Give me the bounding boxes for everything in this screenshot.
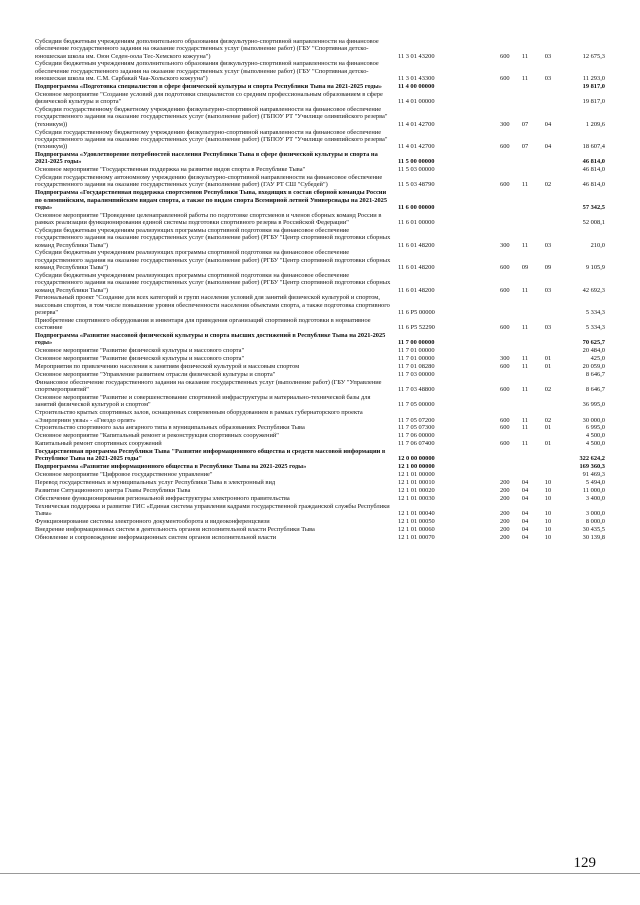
table-row	[35, 151, 605, 166]
page-number: 129	[573, 855, 596, 871]
row-name: Региональный проект "Создание для всех категорий и групп населения условий для занятий физической культурой и спортом, массовым спортом, в том числе повышение уровня обеспеченности населения объектами спорта, а также подготовка спортивного резерва"	[35, 294, 390, 316]
table-row	[35, 448, 605, 463]
row-rz-code: 11	[521, 286, 529, 294]
row-sum: 322 624,2	[579, 455, 605, 463]
row-csr-code: 11 5 00 00000	[398, 158, 435, 166]
table-row	[35, 440, 605, 447]
table-row	[35, 166, 605, 173]
row-sum: 19 817,0	[582, 98, 605, 106]
row-csr-code: 11 6 01 48200	[398, 286, 435, 294]
row-sum: 20 484,0	[582, 347, 605, 355]
bottom-rule	[0, 873, 640, 874]
row-csr-code: 12 1 01 00060	[398, 525, 435, 533]
row-rz-code: 04	[521, 510, 529, 517]
row-csr-code: 11 6 01 48200	[398, 241, 435, 249]
table-row	[35, 394, 605, 409]
row-csr-code: 11 6 P5 52290	[398, 324, 435, 332]
row-sum: 3 000,0	[585, 510, 605, 517]
row-pr-code: 10	[544, 510, 552, 517]
row-name: Капитальный ремонт спортивных сооружений	[35, 440, 162, 448]
row-pr-code: 10	[544, 486, 552, 494]
row-rz-code: 11	[521, 440, 529, 448]
row-pr-code: 02	[544, 416, 552, 424]
row-name: Основное мероприятие "Развитие физической культуры и массового спорта"	[35, 355, 245, 363]
row-name: Основное мероприятие "Проведение целенаправленной работы по подготовке спортсменов и членов сборных команд России в рамках реализации функционирования единой системы подготовки спортивного резерва в Российской Федерации"	[35, 211, 382, 227]
row-name: Государственная программа Республики Тыва "Развитие информационного общества и средств массовой информации в Республике Тыва на 2021-2025 годы"	[35, 448, 386, 463]
table-row	[35, 479, 605, 486]
row-rz-code: 11	[521, 75, 529, 83]
row-vr-code: 200	[500, 479, 510, 487]
row-vr-code: 300	[500, 355, 510, 363]
row-sum: 5 334,3	[585, 324, 605, 332]
row-vr-code: 600	[500, 181, 510, 189]
row-pr-code: 02	[544, 181, 552, 189]
row-sum: 46 814,0	[582, 158, 605, 166]
row-sum: 91 469,3	[582, 471, 605, 479]
row-sum: 8 646,7	[585, 370, 605, 378]
row-name: Приобретение спортивного оборудования и инвентаря для приведения организаций спортивной подготовки в нормативное состояние	[35, 316, 371, 332]
row-csr-code: 12 1 01 00030	[398, 494, 435, 502]
table-row	[35, 526, 605, 533]
row-sum: 19 817,0	[582, 82, 605, 90]
row-vr-code: 600	[500, 416, 510, 424]
row-csr-code: 12 1 01 00000	[398, 471, 435, 479]
row-rz-code: 11	[521, 241, 529, 249]
row-csr-code: 12 0 00 00000	[398, 455, 435, 463]
row-pr-code: 04	[544, 143, 552, 151]
row-pr-code: 04	[544, 120, 552, 128]
row-name: Обновление и сопровождение информационных систем органов исполнительной власти	[35, 533, 277, 541]
row-name: Субсидии бюджетным учреждениям реализующих программы спортивной подготовки на финансовое обеспечение государственного задания на оказание государственных услуг (выполнение работ) (РГБУ "Центр спортивной подготовки сборных команд Республики Тыва")	[35, 226, 391, 249]
row-vr-code: 600	[500, 363, 510, 371]
table-row	[35, 83, 605, 90]
row-name: Развитие Ситуационного центра Главы Республики Тыва	[35, 486, 191, 494]
row-csr-code: 11 7 05 07300	[398, 424, 435, 432]
row-csr-code: 11 7 05 07200	[398, 416, 435, 424]
table-row	[35, 317, 605, 332]
row-sum: 169 360,3	[579, 463, 605, 471]
row-sum: 8 000,0	[585, 517, 605, 525]
row-sum: 46 814,0	[582, 166, 605, 174]
row-name: Подпрограмма «Государственная поддержка спортсменов Республики Тыва, входящих в состав сборной команды России по олимпийским, паралимпийским видам спорта, а также по видам спорта Всемирной летней Универсиады на 2021-2025 годы»	[35, 189, 388, 211]
row-csr-code: 11 7 01 00000	[398, 355, 435, 363]
row-sum: 18 607,4	[582, 143, 605, 151]
row-csr-code: 11 7 01 00000	[398, 347, 435, 355]
row-sum: 9 105,9	[585, 264, 605, 272]
row-pr-code: 10	[544, 479, 552, 487]
row-vr-code: 600	[500, 324, 510, 332]
row-pr-code: 01	[544, 424, 552, 432]
row-name: Субсидии бюджетным учреждениям дополнительного образования физкультурно-спортивной направленности на финансовое обеспечение государственного задания на оказание государственных услуг (выполнение работ) (ГБУ "Спортивная детско-юношеская школа им. С.М. Сарбакай Чаа-Хольского кожууна")	[35, 60, 379, 83]
row-name: Подпрограмма «Удовлетворение потребностей населения Республики Тыва в сфере физической культуры и спорта на 2021-2025 годы»	[35, 151, 378, 166]
table-row	[35, 487, 605, 494]
table-row	[35, 355, 605, 362]
table-row	[35, 174, 605, 189]
row-pr-code: 03	[544, 75, 552, 83]
row-vr-code: 600	[500, 440, 510, 448]
row-csr-code: 11 6 P5 00000	[398, 309, 435, 316]
row-vr-code: 300	[500, 241, 510, 249]
table-row	[35, 347, 605, 354]
row-sum: 6 995,0	[585, 424, 605, 432]
row-name: Субсидии бюджетным учреждениям дополнительного образования физкультурно-спортивной направленности на финансовое обеспечение государственного задания на оказание государственных услуг (выполнение работ) (ГБУ "Спортивная детско-юношеская школа им. Оюн Седен-оола Тес-Хемского кожууна")	[35, 38, 379, 60]
row-csr-code: 11 3 01 43200	[398, 52, 435, 60]
row-sum: 30 139,8	[582, 533, 605, 541]
row-name: Основное мероприятие "Управление развитием отрасли физической культуры и спорта"	[35, 370, 276, 378]
row-csr-code: 11 6 01 00000	[398, 219, 435, 227]
row-rz-code: 04	[521, 494, 529, 502]
row-csr-code: 11 3 01 43300	[398, 75, 435, 83]
table-row	[35, 379, 605, 394]
row-csr-code: 11 7 00 00000	[398, 339, 435, 347]
row-name: Субсидии государственному бюджетному учреждению физкультурно-спортивной направленности на финансовое обеспечение государственного задания на оказание государственных услуг (выполнение работ) (ГБПОУ РТ "Училище олимпийского резерва" (техникум))	[35, 128, 388, 151]
row-name: Функционирование системы электронного документооборота и видеоконференцсвязи	[35, 517, 270, 525]
table-row	[35, 129, 605, 151]
row-vr-code: 200	[500, 494, 510, 502]
table-row	[35, 272, 605, 294]
row-csr-code: 12 1 01 00010	[398, 479, 435, 487]
row-pr-code: 01	[544, 440, 552, 448]
row-sum: 30 435,5	[582, 525, 605, 533]
row-name: Строительство крытых спортивных залов, оснащенных современным оборудованием в рамках губернаторского проекта «Эзирлернин уязы» - «Гнездо орлят»	[35, 409, 363, 424]
row-csr-code: 11 5 03 48790	[398, 181, 435, 189]
row-vr-code: 600	[500, 386, 510, 394]
table-row	[35, 409, 605, 424]
row-pr-code: 02	[544, 386, 552, 394]
row-rz-code: 11	[521, 52, 529, 60]
row-rz-code: 04	[521, 517, 529, 525]
table-row	[35, 189, 605, 211]
row-pr-code: 01	[544, 355, 552, 363]
row-name: Субсидии государственному бюджетному учреждению физкультурно-спортивной направленности на финансовое обеспечение государственного задания на оказание государственных услуг (выполнение работ) (ГБПОУ РТ "Училище олимпийского резерва" (техникум))	[35, 106, 388, 128]
row-vr-code: 600	[500, 52, 510, 60]
row-vr-code: 300	[500, 120, 510, 128]
table-row	[35, 534, 605, 541]
row-pr-code: 03	[544, 241, 552, 249]
row-rz-code: 04	[521, 479, 529, 487]
row-sum: 3 400,0	[585, 494, 605, 502]
row-csr-code: 11 4 01 42700	[398, 143, 435, 151]
row-vr-code: 600	[500, 143, 510, 151]
row-sum: 8 646,7	[585, 386, 605, 394]
row-rz-code: 11	[521, 424, 529, 432]
row-csr-code: 11 7 06 00000	[398, 432, 435, 440]
table-row	[35, 432, 605, 439]
row-sum: 5 334,3	[585, 309, 605, 316]
row-csr-code: 11 4 00 00000	[398, 82, 435, 90]
table-row	[35, 106, 605, 128]
row-rz-code: 11	[521, 355, 529, 363]
row-csr-code: 12 1 00 00000	[398, 463, 435, 471]
row-pr-code: 01	[544, 363, 552, 371]
row-pr-code: 10	[544, 494, 552, 502]
row-vr-code: 200	[500, 517, 510, 525]
row-csr-code: 11 7 01 08280	[398, 363, 435, 371]
row-rz-code: 04	[521, 533, 529, 541]
row-sum: 70 625,7	[582, 339, 605, 347]
row-name: Субсидии бюджетным учреждениям реализующих программы спортивной подготовки на финансовое обеспечение государственного задания на оказание государственных услуг (выполнение работ) (РГБУ "Центр спортивной подготовки сборных команд Республики Тыва")	[35, 249, 391, 272]
row-name: Финансовое обеспечение государственного задания на оказание государственных услуг (выполнение работ) (ГБУ "Управление спортмероприятий"	[35, 378, 382, 394]
row-sum: 4 500,0	[585, 432, 605, 440]
table-row	[35, 91, 605, 106]
table-row	[35, 294, 605, 316]
row-csr-code: 11 4 01 42700	[398, 120, 435, 128]
row-name: Основное мероприятие "Капитальный ремонт и реконструкция спортивных сооружений"	[35, 432, 279, 440]
row-pr-code: 09	[544, 264, 552, 272]
row-name: Перевод государственных и муниципальных услуг Республики Тыва в электронный вид	[35, 479, 276, 487]
row-name: Субсидии государственному автономному учреждению физкультурно-спортивной направленности на финансовое обеспечение государственного задания на оказание государственных услуг (выполнение работ) (ГАУ РТ СШ "Субедей")	[35, 174, 383, 189]
row-csr-code: 11 7 03 00000	[398, 370, 435, 378]
row-pr-code: 10	[544, 517, 552, 525]
table-row	[35, 38, 605, 60]
row-csr-code: 12 1 01 00070	[398, 533, 435, 541]
table-row	[35, 212, 605, 227]
row-rz-code: 07	[521, 143, 529, 151]
row-vr-code: 600	[500, 264, 510, 272]
row-rz-code: 04	[521, 486, 529, 494]
row-name: Субсидии бюджетным учреждениям реализующих программы спортивной подготовки на финансовое обеспечение государственного задания на оказание государственных услуг (выполнение работ) (РГБУ "Центр спортивной подготовки сборных команд Республики Тыва")	[35, 271, 391, 294]
row-name: Внедрение информационных систем в деятельность органов исполнительной власти Республики Тыва	[35, 525, 315, 533]
table-row	[35, 503, 605, 518]
row-sum: 1 209,6	[585, 120, 605, 128]
row-name: Основное мероприятие "Цифровое государственное управление"	[35, 471, 213, 479]
row-name: Основное мероприятие "Развитие и совершенствование спортивной инфраструктуры и материально-технической базы для занятий физической культурой и спортом"	[35, 394, 371, 409]
row-csr-code: 11 5 03 00000	[398, 166, 435, 174]
table-row	[35, 463, 605, 470]
row-rz-code: 11	[521, 324, 529, 332]
table-row	[35, 424, 605, 431]
row-name: Техническая поддержка и развитие ГИС «Единая система управления кадрами государственной гражданской службы Республики Тыва»	[35, 502, 390, 517]
row-sum: 36 995,0	[582, 401, 605, 409]
row-rz-code: 07	[521, 120, 529, 128]
table-row	[35, 471, 605, 478]
row-sum: 11 000,0	[582, 486, 605, 494]
table-row	[35, 332, 605, 347]
row-vr-code: 200	[500, 486, 510, 494]
row-csr-code: 11 7 05 00000	[398, 401, 435, 409]
row-pr-code: 10	[544, 533, 552, 541]
table-row	[35, 249, 605, 271]
row-name: Подпрограмма «Развитие массовой физической культуры и спорта высших достижений в Республике Тыва на 2021-2025 годы»	[35, 332, 386, 347]
row-name: Основное мероприятие "Развитие физической культуры и массового спорта"	[35, 347, 245, 355]
row-sum: 52 008,1	[582, 219, 605, 227]
row-sum: 11 293,0	[582, 75, 605, 83]
row-sum: 12 675,3	[582, 52, 605, 60]
row-sum: 20 059,0	[582, 363, 605, 371]
budget-table	[35, 38, 605, 542]
row-csr-code: 12 1 01 00040	[398, 510, 435, 517]
row-rz-code: 09	[521, 264, 529, 272]
table-row	[35, 60, 605, 82]
row-vr-code: 600	[500, 286, 510, 294]
row-csr-code: 12 1 01 00020	[398, 486, 435, 494]
row-vr-code: 200	[500, 510, 510, 517]
row-csr-code: 11 4 01 00000	[398, 98, 435, 106]
row-pr-code: 10	[544, 525, 552, 533]
row-pr-code: 03	[544, 324, 552, 332]
row-rz-code: 11	[521, 386, 529, 394]
table-row	[35, 363, 605, 370]
row-rz-code: 11	[521, 363, 529, 371]
row-name: Основное мероприятие "Государственная поддержка на развитие видов спорта в Республике Тыва"	[35, 166, 306, 174]
row-sum: 425,0	[590, 355, 605, 363]
row-name: Мероприятия по привлечению населения к занятиям физической культурой и массовым спортом	[35, 363, 300, 371]
row-rz-code: 04	[521, 525, 529, 533]
row-name: Подпрограмма «Развитие информационного общества в Республике Тыва на 2021-2025 годы»	[35, 463, 307, 471]
row-sum: 4 500,0	[585, 440, 605, 448]
row-csr-code: 11 7 03 48800	[398, 386, 435, 394]
row-vr-code: 200	[500, 533, 510, 541]
row-rz-code: 11	[521, 416, 529, 424]
row-sum: 46 814,0	[582, 181, 605, 189]
row-rz-code: 11	[521, 181, 529, 189]
row-csr-code: 11 7 06 07400	[398, 440, 435, 448]
table-row	[35, 371, 605, 378]
row-vr-code: 200	[500, 525, 510, 533]
row-sum: 210,0	[590, 241, 605, 249]
table-row	[35, 227, 605, 249]
row-name: Строительство спортивного зала ангарного типа в муниципальных образованиях Республики Тыва	[35, 424, 305, 432]
row-vr-code: 600	[500, 424, 510, 432]
table-row	[35, 495, 605, 502]
row-csr-code: 11 6 00 00000	[398, 203, 435, 211]
row-csr-code: 11 6 01 48200	[398, 264, 435, 272]
row-vr-code: 600	[500, 75, 510, 83]
row-sum: 30 000,0	[582, 416, 605, 424]
row-sum: 5 494,0	[585, 479, 605, 487]
row-name: Основное мероприятие "Создание условий для подготовки специалистов со средним профессиональным образованием в сфере физической культуры и спорта"	[35, 90, 383, 106]
row-sum: 57 342,5	[582, 203, 605, 211]
row-csr-code: 12 1 01 00050	[398, 517, 435, 525]
table-row	[35, 518, 605, 525]
row-name: Обеспечение функционирования региональной инфраструктуры электронного правительства	[35, 494, 290, 502]
row-pr-code: 03	[544, 286, 552, 294]
row-pr-code: 03	[544, 52, 552, 60]
row-name: Подпрограмма «Подготовка специалистов в сфере физической культуры и спорта Республики Тыва на 2021-2025 годы»	[35, 82, 382, 90]
row-sum: 42 692,3	[582, 286, 605, 294]
